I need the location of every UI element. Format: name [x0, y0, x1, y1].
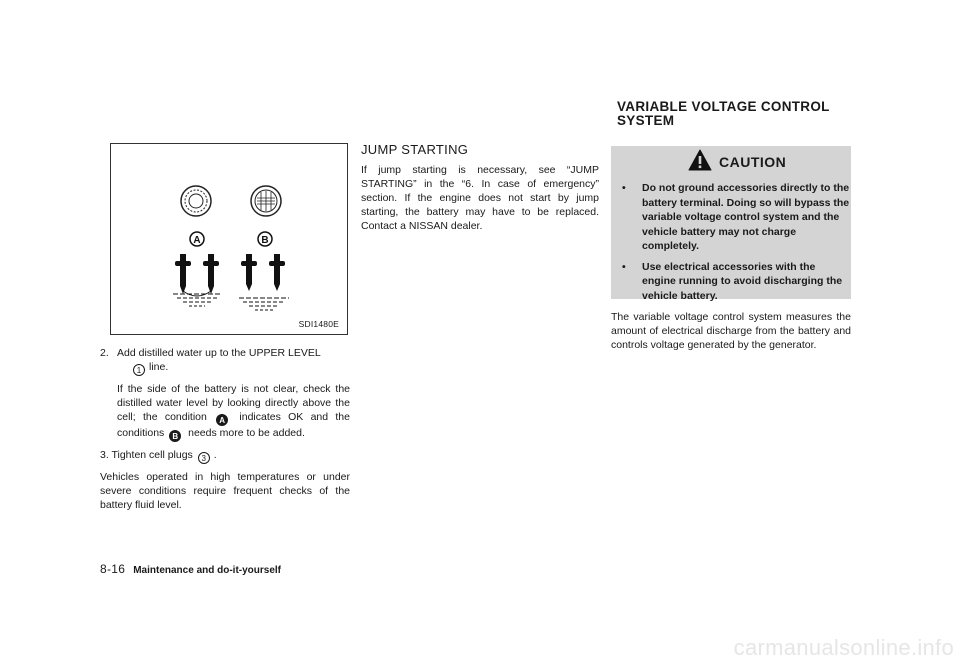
- vvc-heading-line2: SYSTEM: [617, 113, 675, 128]
- step-2-note: [117, 382, 350, 442]
- bullet: •: [622, 260, 626, 273]
- battery-illustration: [111, 144, 349, 336]
- figure-id: SDI1480E: [298, 319, 339, 329]
- vvc-heading: [617, 100, 857, 128]
- caution-header: [611, 146, 851, 176]
- probes-a: [175, 254, 219, 296]
- ref-b-marker: B: [169, 430, 181, 442]
- jump-starting-text: If jump starting is necessary, see “JUMP STARTING” in the “6. In case of emergency” section. If the engine does not start by jump starting, the battery may have to be replaced. Contact a NISSAN dealer.: [361, 164, 599, 232]
- vvc-text: The variable voltage control system measures the amount of electrical discharge from the battery and controls voltage generated by the generator.: [611, 311, 851, 351]
- battery-paragraph: Vehicles operated in high temperatures or under severe conditions require frequent checks of the battery fluid level.: [100, 471, 350, 511]
- caution-item: [622, 181, 850, 254]
- caution-item: [622, 260, 850, 304]
- step-2-number: 2.: [100, 347, 109, 359]
- jump-starting-heading: JUMP STARTING: [361, 142, 469, 157]
- step-2-text: Add distilled water up to the UPPER LEVEL: [117, 347, 321, 359]
- vvc-heading-line1: VARIABLE VOLTAGE CONTROL: [617, 99, 830, 114]
- step-3-end: .: [213, 449, 217, 461]
- bullet: •: [622, 182, 626, 194]
- page-number: 8-16: [100, 562, 126, 576]
- note-text-3: needs more to be added.: [188, 427, 305, 439]
- caution-title: CAUTION: [719, 154, 787, 170]
- page-footer: [100, 562, 281, 576]
- step-2-cont-text: line.: [149, 361, 169, 373]
- caution-list: [622, 181, 850, 309]
- svg-text:B: B: [261, 235, 269, 246]
- step-2: [100, 346, 350, 376]
- note-text-1: If the side of the battery is not clear, check the distilled water level by looking directly above the cell; the condition: [117, 383, 350, 423]
- left-column: [100, 346, 350, 512]
- step-3-text: 3. Tighten cell plugs: [100, 449, 193, 461]
- label-a-marker: [190, 232, 204, 246]
- battery-figure: [110, 143, 348, 335]
- watermark: carmanualsonline.info: [733, 635, 954, 660]
- step-2-continuation: [117, 360, 350, 376]
- step-3: [100, 448, 350, 464]
- section-name: Maintenance and do-it-yourself: [133, 565, 282, 576]
- svg-text:A: A: [193, 235, 201, 246]
- water-level-b: [239, 298, 289, 310]
- note-text-2: indicates OK and the conditions: [117, 411, 350, 439]
- cell-plug-b-top-view: [251, 186, 281, 216]
- probes-b: [241, 254, 285, 291]
- caution-item-text: Do not ground accessories directly to the battery terminal. Doing so will bypass the variable voltage control system and the vehicle battery may not charge completely.: [642, 182, 850, 252]
- warning-icon: [688, 149, 712, 171]
- ref-3-marker: 3: [198, 452, 210, 464]
- cell-plug-a-top-view: [181, 186, 211, 216]
- ref-1-marker: 1: [133, 364, 145, 376]
- ref-a-marker: A: [216, 414, 228, 426]
- caution-item-text: Use electrical accessories with the engine running to avoid discharging the vehicle battery.: [642, 260, 843, 302]
- caution-box: [611, 146, 851, 302]
- label-b-marker: [258, 232, 272, 246]
